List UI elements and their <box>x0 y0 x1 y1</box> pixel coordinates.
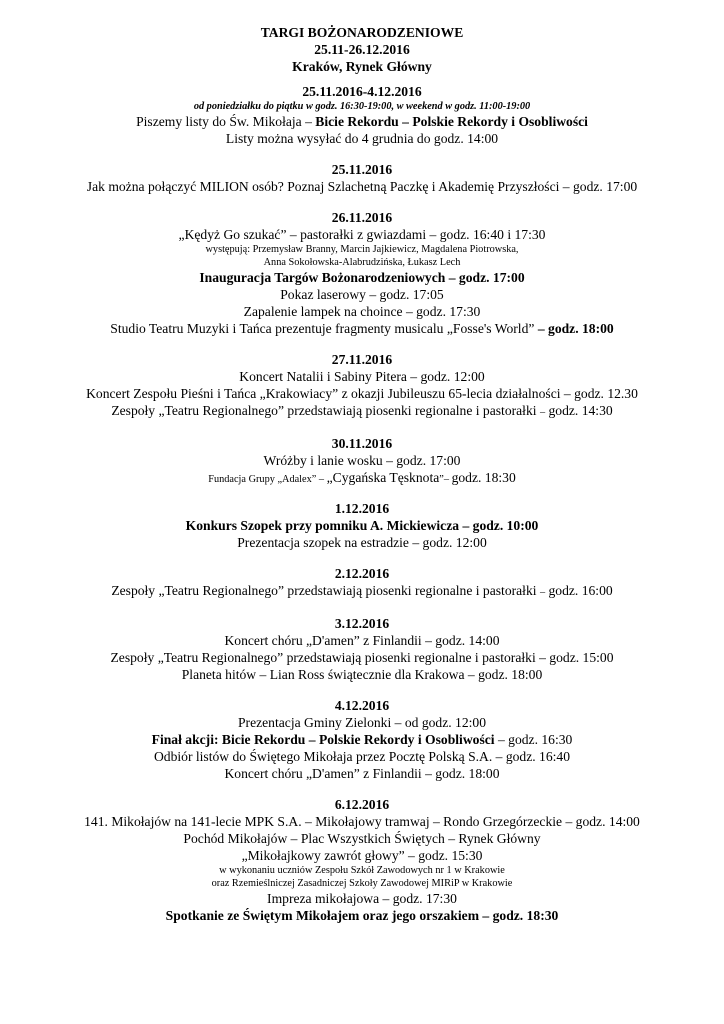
event-line: „Kędyż Go szukać” – pastorałki z gwiazdami – godz. 16:40 i 17:30 <box>178 227 546 242</box>
event-line <box>0 582 724 601</box>
event-line: Odbiór listów do Świętego Mikołaja przez Pocztę Polską S.A. – godz. 16:40 <box>153 749 571 764</box>
event-schedule-document <box>0 24 724 924</box>
event-line: Wróżby i lanie wosku – godz. 17:00 <box>263 453 461 468</box>
section-27-11 <box>0 351 724 421</box>
section-date: 25.11.2016-4.12.2016 <box>302 84 422 99</box>
regional-time: godz. 14:30 <box>545 403 613 418</box>
performers-line: oraz Rzemieślniczej Zasadniczej Szkoły Zawodowej MIRiP w Krakowie <box>211 878 513 889</box>
section-26-11 <box>0 209 724 337</box>
event-line: Planeta hitów – Lian Ross świątecznie dla Krakowa – godz. 18:00 <box>181 667 543 682</box>
event-line <box>0 731 724 748</box>
adalex-time: godz. 18:30 <box>451 470 516 485</box>
regional-text: Zespoły „Teatru Regionalnego” przedstawiają piosenki regionalne i pastorałki <box>111 583 540 598</box>
event-dates: 25.11-26.12.2016 <box>314 42 410 57</box>
event-line: Spotkanie ze Świętym Mikołajem oraz jego orszakiem – godz. 18:30 <box>165 908 559 923</box>
hours-note: od poniedziałku do piątku w godz. 16:30-19:00, w weekend w godz. 11:00-19:00 <box>193 101 531 112</box>
regional-text: Zespoły „Teatru Regionalnego” przedstawiają piosenki regionalne i pastorałki <box>111 403 540 418</box>
section-date: 1.12.2016 <box>334 501 390 516</box>
event-line: Konkurs Szopek przy pomniku A. Mickiewicza – godz. 10:00 <box>185 518 539 533</box>
event-line <box>0 469 724 486</box>
section-date: 30.11.2016 <box>331 436 393 451</box>
event-line: Impreza mikołajowa – godz. 17:30 <box>267 891 457 906</box>
event-line: Jak można połączyć MILION osób? Poznaj Szlachetną Paczkę i Akademię Przyszłości – godz. 17:00 <box>86 179 638 194</box>
studio-time: – godz. 18:00 <box>537 321 614 336</box>
adalex-small: Fundacja Grupy „Adalex” – <box>208 474 327 485</box>
section-25-11-to-4-12 <box>0 83 724 147</box>
section-date: 26.11.2016 <box>331 210 393 225</box>
regional-dash: – <box>539 587 546 598</box>
document-title: TARGI BOŻONARODZENIOWE <box>260 25 464 40</box>
performers-line: występują: Przemysław Branny, Marcin Jajkiewicz, Magdalena Piotrowska, <box>205 244 519 255</box>
regional-dash: – <box>539 407 546 418</box>
section-date: 27.11.2016 <box>331 352 393 367</box>
section-date: 2.12.2016 <box>334 566 390 581</box>
letters-bold: Bicie Rekordu – Polskie Rekordy i Osobliwości <box>315 114 588 129</box>
final-bold: Finał akcji: Bicie Rekordu – Polskie Rekordy i Osobliwości <box>151 732 495 747</box>
event-line: Koncert Zespołu Pieśni i Tańca „Krakowiacy” z okazji Jubileuszu 65-lecia działalności – godz. 12.30 <box>86 386 638 401</box>
section-3-12 <box>0 615 724 683</box>
studio-text: Studio Teatru Muzyki i Tańca prezentuje fragmenty musicalu „Fosse's World” <box>110 321 538 336</box>
section-4-12 <box>0 697 724 782</box>
event-line <box>0 402 724 421</box>
section-6-12 <box>0 796 724 924</box>
event-location: Kraków, Rynek Główny <box>292 59 432 74</box>
event-line: Listy można wysyłać do 4 grudnia do godz. 14:00 <box>225 131 499 146</box>
event-line: Prezentacja Gminy Zielonki – od godz. 12:00 <box>237 715 487 730</box>
event-line <box>0 320 724 337</box>
section-date: 3.12.2016 <box>334 616 390 631</box>
event-line: „Mikołajkowy zawrót głowy” – godz. 15:30 <box>241 848 483 863</box>
section-25-11 <box>0 161 724 195</box>
section-date: 25.11.2016 <box>331 162 393 177</box>
event-line: Koncert chóru „D'amen” z Finlandii – godz. 14:00 <box>224 633 500 648</box>
event-line: Zapalenie lampek na choince – godz. 17:30 <box>243 304 481 319</box>
event-line: Koncert Natalii i Sabiny Pitera – godz. 12:00 <box>239 369 485 384</box>
regional-time: godz. 16:00 <box>545 583 613 598</box>
section-date: 4.12.2016 <box>334 698 390 713</box>
adalex-small-quote: ”– <box>439 474 452 485</box>
section-1-12 <box>0 500 724 551</box>
performers-line: Anna Sokołowska-Alabrudzińska, Łukasz Lech <box>263 257 461 268</box>
section-30-11 <box>0 435 724 486</box>
adalex-title: „Cygańska Tęsknota <box>326 470 440 485</box>
section-date: 6.12.2016 <box>334 797 390 812</box>
letters-lead: Piszemy listy do Św. Mikołaja – <box>136 114 316 129</box>
event-line: Zespoły „Teatru Regionalnego” przedstawiają piosenki regionalne i pastorałki – godz. 15:00 <box>110 650 614 665</box>
event-line: Pokaz laserowy – godz. 17:05 <box>280 287 444 302</box>
final-time: – godz. 16:30 <box>494 732 573 747</box>
event-line: Prezentacja szopek na estradzie – godz. 12:00 <box>237 535 487 550</box>
event-line: 141. Mikołajów na 141-lecie MPK S.A. – Mikołajowy tramwaj – Rondo Grzegórzeckie – godz. 14:00 <box>84 814 640 829</box>
section-2-12 <box>0 565 724 601</box>
event-line <box>0 113 724 130</box>
performers-line: w wykonaniu uczniów Zespołu Szkół Zawodowych nr 1 w Krakowie <box>219 865 505 876</box>
event-line: Pochód Mikołajów – Plac Wszystkich Świętych – Rynek Główny <box>183 831 541 846</box>
event-line: Koncert chóru „D'amen” z Finlandii – godz. 18:00 <box>224 766 500 781</box>
event-line: Inauguracja Targów Bożonarodzeniowych – godz. 17:00 <box>199 270 525 285</box>
